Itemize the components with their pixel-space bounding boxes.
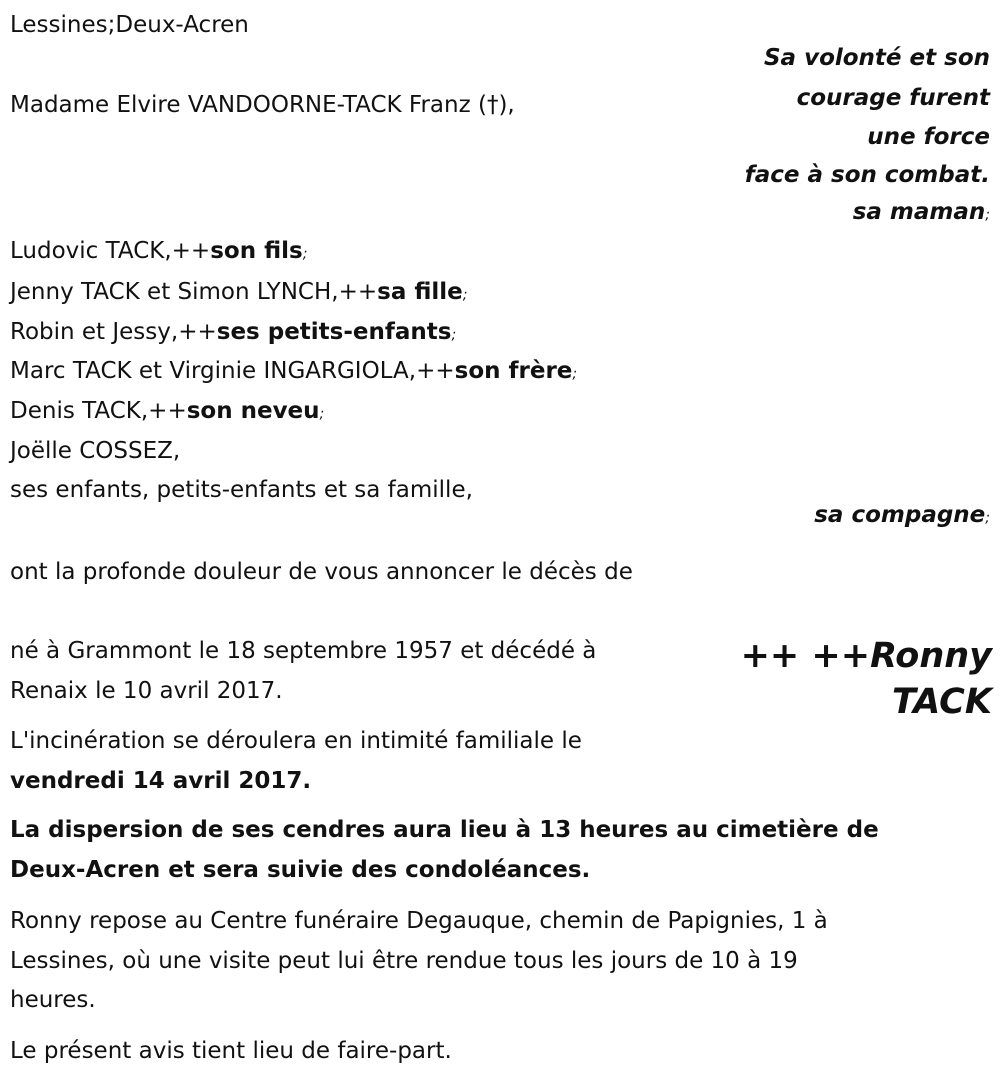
- companion-relation: [814, 496, 990, 538]
- deceased-first-name: ++ ++Ronny: [740, 636, 992, 676]
- birth-death-line-1: né à Grammont le 18 septembre 1957 et décédé à: [10, 638, 597, 664]
- family-line: [10, 392, 324, 434]
- mother-relation: [853, 193, 990, 235]
- family-line: [10, 352, 577, 394]
- family-name: Marc TACK et Virginie INGARGIOLA,++: [10, 358, 455, 384]
- family-name: Joëlle COSSEZ,: [10, 438, 181, 464]
- birth-death-line-2: Renaix le 10 avril 2017.: [10, 678, 283, 704]
- mother-relation-sep: ;: [985, 207, 990, 223]
- family-relation: sa fille: [377, 279, 463, 305]
- companion-relation-sep: ;: [985, 510, 990, 526]
- quote-line-3: une force: [867, 124, 990, 150]
- family-name: ses enfants, petits-enfants et sa famille,: [10, 477, 473, 503]
- family-name: Jenny TACK et Simon LYNCH,++: [10, 279, 378, 305]
- cremation-date: vendredi 14 avril 2017.: [10, 768, 312, 794]
- family-sep: ;: [572, 366, 578, 382]
- family-sep: ;: [462, 287, 468, 303]
- quote-line-1: Sa volonté et son: [763, 45, 990, 71]
- family-sep: ;: [319, 406, 325, 422]
- family-line: [10, 273, 467, 315]
- deceased-last-name: TACK: [892, 682, 992, 722]
- family-relation: son fils: [210, 238, 303, 264]
- mother-relation-label: sa maman: [852, 199, 986, 225]
- family-sep: ;: [302, 246, 308, 262]
- closing-note: Le présent avis tient lieu de faire-part.: [10, 1038, 452, 1064]
- quote-line-4: face à son combat.: [744, 162, 990, 188]
- quote-line-2: courage furent: [796, 85, 990, 111]
- location-header: Lessines;Deux-Acren: [10, 12, 249, 38]
- cremation-line: L'incinération se déroulera en intimité familiale le: [10, 728, 582, 754]
- family-relation: son frère: [454, 358, 573, 384]
- dispersion-line-2: Deux-Acren et sera suivie des condoléances.: [10, 857, 591, 883]
- dispersion-line-1: La dispersion de ses cendres aura lieu à 13 heures au cimetière de: [10, 817, 879, 843]
- family-name: Ludovic TACK,++: [10, 238, 211, 264]
- family-line: [10, 313, 456, 355]
- visit-line-2: Lessines, où une visite peut lui être rendue tous les jours de 10 à 19: [10, 948, 798, 974]
- visit-line-1: Ronny repose au Centre funéraire Degauque, chemin de Papignies, 1 à: [10, 908, 828, 934]
- family-sep: ;: [451, 327, 457, 343]
- family-name: Denis TACK,++: [10, 398, 187, 424]
- announcement-text: ont la profonde douleur de vous annoncer le décès de: [10, 559, 633, 585]
- visit-line-3: heures.: [10, 987, 96, 1013]
- family-line: [10, 232, 307, 274]
- family-line: [10, 471, 473, 513]
- family-relation: son neveu: [186, 398, 320, 424]
- family-relation: ses petits-enfants: [216, 319, 452, 345]
- mother-name: Madame Elvire VANDOORNE-TACK Franz (†),: [10, 92, 515, 118]
- companion-relation-label: sa compagne: [814, 502, 986, 528]
- family-name: Robin et Jessy,++: [10, 319, 217, 345]
- family-line: [10, 432, 180, 474]
